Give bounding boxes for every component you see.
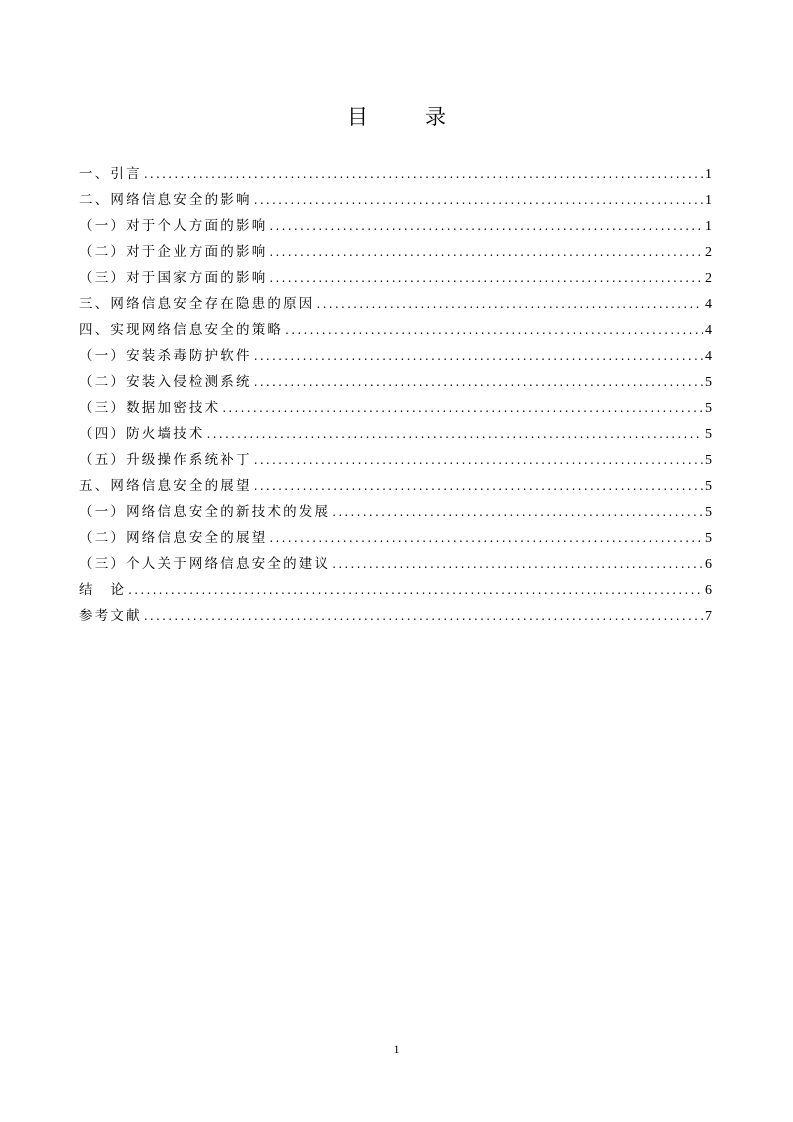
toc-leader-dots [332, 499, 703, 525]
toc-entry-page: 7 [705, 609, 712, 624]
toc-entry-label: 结 论 [79, 582, 127, 598]
toc-entry[interactable] [79, 473, 712, 499]
toc-entry[interactable] [79, 265, 712, 291]
toc-entry-page: 5 [705, 453, 712, 468]
toc-entry[interactable] [79, 421, 712, 447]
toc-entry-page: 4 [705, 323, 712, 338]
toc-entry-page: 1 [705, 219, 712, 234]
toc-entry[interactable] [79, 239, 712, 265]
toc-entry[interactable] [79, 447, 712, 473]
toc-entry-label: 一、引言 [79, 166, 142, 182]
toc-entry-label: （二）网络信息安全的展望 [79, 530, 268, 546]
toc-entry-label: 参考文献 [79, 608, 142, 624]
toc-entry-label: 三、网络信息安全存在隐患的原因 [79, 296, 315, 312]
toc-leader-dots [144, 603, 703, 629]
toc-entry-label: （三）对于国家方面的影响 [79, 270, 268, 286]
toc-entry[interactable] [79, 499, 712, 525]
toc-entry[interactable] [79, 369, 712, 395]
toc-entry-page: 1 [705, 193, 712, 208]
toc-entry-label: （一）安装杀毒防护软件 [79, 348, 252, 364]
toc-entry[interactable] [79, 343, 712, 369]
toc-entry-page: 5 [705, 375, 712, 390]
toc-entry-page: 6 [705, 583, 712, 598]
toc-entry-label: （二）对于企业方面的影响 [79, 244, 268, 260]
toc-leader-dots [207, 421, 703, 447]
toc-entry-page: 6 [705, 557, 712, 572]
toc-leader-dots [128, 577, 703, 603]
toc-entry-label: （五）升级操作系统补丁 [79, 452, 252, 468]
toc-entry-label: （一）网络信息安全的新技术的发展 [79, 504, 331, 520]
toc-entry-page: 5 [705, 401, 712, 416]
toc-entry-page: 5 [705, 505, 712, 520]
toc-entry-page: 2 [705, 271, 712, 286]
toc-leader-dots [254, 187, 703, 213]
toc-entry-label: （三）数据加密技术 [79, 400, 221, 416]
toc-entry-label: （二）安装入侵检测系统 [79, 374, 252, 390]
toc-entry[interactable] [79, 395, 712, 421]
toc-entry-label: （三）个人关于网络信息安全的建议 [79, 556, 331, 572]
toc-entry-page: 4 [705, 349, 712, 364]
toc-leader-dots [254, 473, 703, 499]
toc-leader-dots [285, 317, 703, 343]
toc-entry-label: 四、实现网络信息安全的策略 [79, 322, 284, 338]
toc-list [79, 161, 712, 629]
toc-entry-page: 4 [705, 297, 712, 312]
toc-leader-dots [269, 265, 703, 291]
toc-leader-dots [222, 395, 703, 421]
toc-leader-dots [317, 291, 704, 317]
toc-entry-label: 五、网络信息安全的展望 [79, 478, 252, 494]
toc-entry[interactable] [79, 187, 712, 213]
toc-entry[interactable] [79, 525, 712, 551]
toc-entry[interactable] [79, 551, 712, 577]
toc-entry[interactable] [79, 161, 712, 187]
toc-entry-page: 5 [705, 479, 712, 494]
toc-leader-dots [269, 239, 703, 265]
toc-entry[interactable] [79, 577, 712, 603]
toc-entry[interactable] [79, 213, 712, 239]
toc-leader-dots [332, 551, 703, 577]
toc-leader-dots [269, 525, 703, 551]
page-number-footer: 1 [393, 1042, 400, 1056]
toc-leader-dots [144, 161, 703, 187]
toc-entry[interactable] [79, 317, 712, 343]
toc-entry[interactable] [79, 291, 712, 317]
toc-leader-dots [254, 447, 703, 473]
toc-leader-dots [254, 343, 703, 369]
toc-leader-dots [254, 369, 703, 395]
toc-entry-label: （四）防火墙技术 [79, 426, 205, 442]
toc-entry-label: （一）对于个人方面的影响 [79, 218, 268, 234]
toc-leader-dots [269, 213, 703, 239]
toc-entry[interactable] [79, 603, 712, 629]
toc-entry-page: 5 [705, 531, 712, 546]
toc-entry-page: 2 [705, 245, 712, 260]
toc-entry-page: 1 [705, 167, 712, 182]
toc-entry-page: 5 [705, 427, 712, 442]
toc-title: 目 录 [347, 105, 464, 129]
toc-entry-label: 二、网络信息安全的影响 [79, 192, 252, 208]
